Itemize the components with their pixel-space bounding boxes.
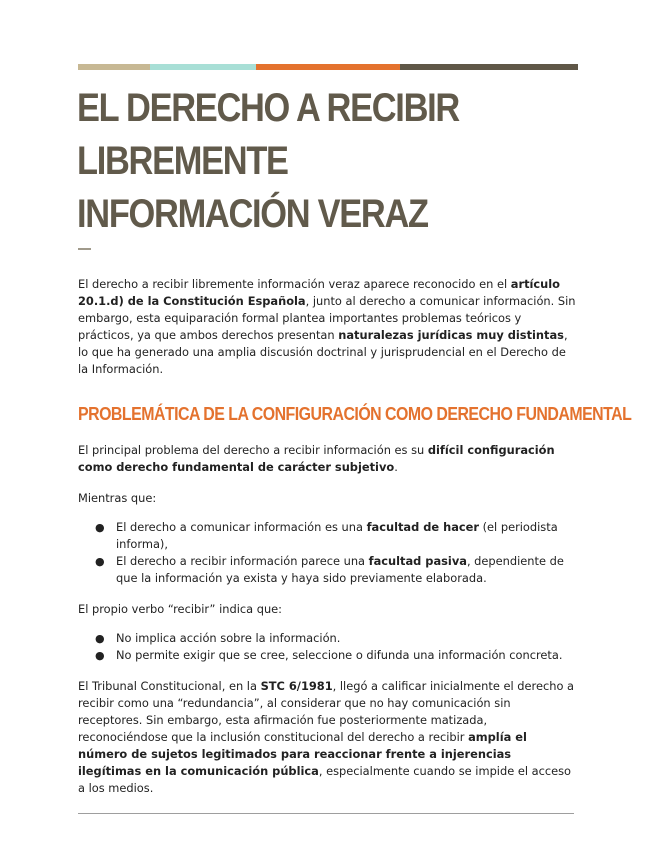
tribunal-bold-subjects: amplía el número de sujetos legitimados para reaccionar frente a injerencias ilegítimas en la comunicación pública [78, 730, 527, 778]
intro-text-3: , lo que ha generado una amplia discusión doctrinal y jurisprudencial en el Derecho de la Información. [78, 328, 568, 376]
list-item-text: El derecho a recibir información parece una [116, 554, 369, 568]
verb-implications-list [78, 630, 578, 664]
list-item-text: , dependiente de que la información ya exista y haya sido previamente elaborada. [116, 554, 564, 585]
intro-bold-article: artículo 20.1.d) de la Constitución Española [78, 277, 561, 308]
bullet-icon: ● [95, 649, 105, 662]
list-item-text: No implica acción sobre la información. [116, 631, 341, 645]
intro-paragraph [78, 276, 578, 378]
tribunal-text-3: , especialmente cuando se impide el acceso a los medios. [78, 764, 572, 795]
bullet-icon: ● [95, 521, 105, 534]
tribunal-paragraph [78, 678, 578, 797]
tribunal-text-2: , llegó a calificar inicialmente el derecho a recibir como una “redundancia”, al considerar que no hay comunicación sin receptores. Sin embargo, esta afirmación fue posteriormente matizada, reconociéndose que la inclusión constitucional del derecho a recibir [78, 679, 575, 744]
intro-text-1: El derecho a recibir libremente información veraz aparece reconocido en el [78, 277, 511, 291]
list-item-text: No permite exigir que se cree, seleccione o difunda una información concreta. [116, 648, 563, 662]
verbo-label: El propio verbo “recibir” indica que: [78, 602, 283, 616]
title-underline [78, 248, 91, 250]
list-item [78, 519, 578, 553]
bullet-icon: ● [95, 555, 105, 568]
stripe-segment-orange [256, 64, 400, 70]
list-item [78, 630, 578, 647]
stripe-segment-teal [150, 64, 256, 70]
problem-bold: difícil configuración como derecho fundamental de carácter subjetivo [78, 443, 555, 474]
intro-text-2: , junto al derecho a comunicar información. Sin embargo, esta equiparación formal plantea importantes problemas teóricos y prácticos, ya que ambos derechos presentan [78, 294, 576, 342]
list-item [78, 553, 578, 587]
comparison-list [78, 519, 578, 587]
stripe-segment-beige [78, 64, 150, 70]
list-item-text: (el periodista informa), [116, 520, 558, 551]
document-body [78, 276, 632, 797]
list-item-bold: facultad pasiva [368, 554, 467, 568]
footer-divider [78, 813, 574, 814]
tribunal-bold-stc: STC 6/1981 [260, 679, 333, 693]
bullet-icon: ● [95, 632, 105, 645]
list-item-text: El derecho a comunicar información es una [116, 520, 367, 534]
tribunal-text-1: El Tribunal Constitucional, en la [78, 679, 261, 693]
decorative-color-stripe [78, 64, 578, 70]
stripe-segment-brown [400, 64, 578, 70]
problem-text-1: El principal problema del derecho a recibir información es su [78, 443, 428, 457]
problem-paragraph [78, 442, 578, 476]
document-title: EL DERECHO A RECIBIR LIBREMENTE INFORMACIÓN VERAZ [77, 86, 459, 236]
section-heading: PROBLEMÁTICA DE LA CONFIGURACIÓN COMO DERECHO FUNDAMENTAL [78, 403, 632, 424]
list-item [78, 647, 578, 664]
list-item-bold: facultad de hacer [366, 520, 479, 534]
problem-text-2: . [394, 460, 398, 474]
intro-bold-nature: naturalezas jurídicas muy distintas [338, 328, 564, 342]
mientras-label: Mientras que: [78, 491, 157, 505]
